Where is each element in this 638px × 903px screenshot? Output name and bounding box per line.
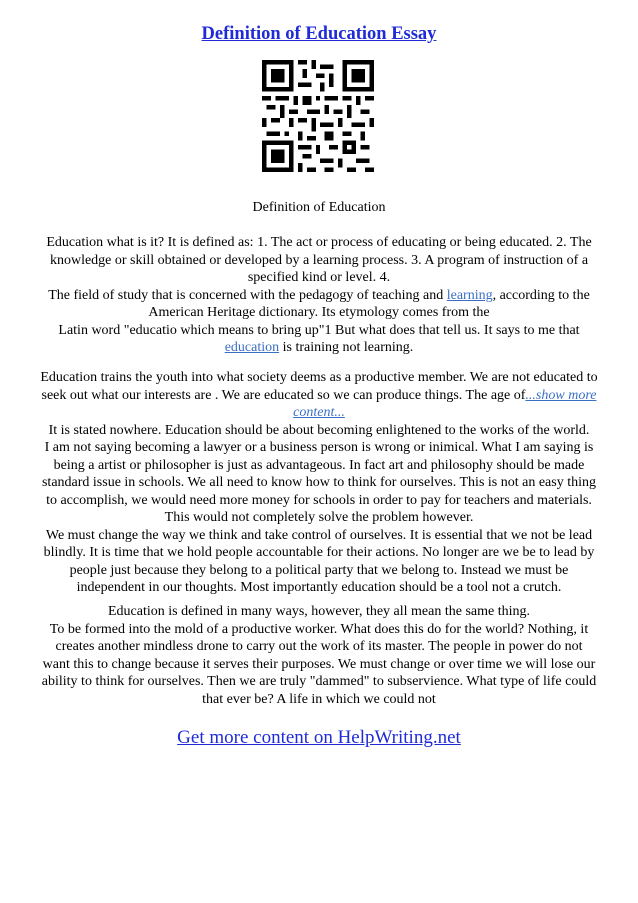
text-line: knowledge or skill obtained or developed by a learning process. 3. A program of instruction of a [49,252,589,268]
text-line: specified kind or level. 4. [247,270,391,285]
text-line: ability to think for ourselves. Then we are truly "dammed" to subservience. What type of life could [41,674,597,689]
text-line: standard issue in schools. We all need to know how to think for ourselves. This is not an easy thing [41,475,596,490]
text-line: American Heritage dictionary. Its etymology comes from the [148,305,490,320]
text-line: Education what is it? It is defined as: 1. The act or process of educating or being educated. 2. The [46,235,592,250]
text-line: want this to change because it serves their purposes. We must change or over time we will lose our [42,656,596,672]
paragraph-2 [0,369,638,597]
text-line: creates another mindless drone to carry out the work of its master. The people in power do not [55,639,583,654]
essay-title[interactable]: Definition of Education Essay [201,24,437,44]
get-more-content-link[interactable]: Get more content on HelpWriting.net [177,727,461,748]
paragraph-3 [0,603,638,708]
text-line: Education trains the youth into what society deems as a productive member. We are not educated to [40,370,598,385]
text-line: people just because they belong to a political party that we belong to. Instead we must be [69,562,569,578]
learning-link[interactable]: learning [446,287,493,303]
text-segment: , according to the [492,287,590,303]
show-more-link-continued[interactable]: content... [293,405,345,420]
text-line: independent in our thoughts. Most importantly education should be a tool not a crutch. [76,580,562,595]
text-line: to accomplish, we would need more money for schools in order to pay for teachers and materials. [46,492,592,508]
text-line: Education is defined in many ways, however, they all mean the same thing. [107,604,531,619]
text-segment: The field of study that is concerned with the pedagogy of teaching and [48,287,447,303]
text-line: I am not saying becoming a lawyer or a business person is wrong or inimical. What I am saying is [44,440,594,455]
text-line: This would not completely solve the problem however. [164,510,474,525]
text-line: We must change the way we think and take control of ourselves. It is essential that we not be lead [45,527,593,543]
text-segment: seek out what our interests are . We are educated so we can produce things. The age of [41,387,526,403]
section-heading: Definition of Education [252,200,386,215]
text-line [0,339,638,357]
text-segment: is training not learning. [279,340,414,355]
text-line [0,287,638,305]
text-line: blindly. It is time that we hold people accountable for their actions. No longer are we be to lead by [43,545,595,560]
text-line [0,387,638,405]
text-line: Latin word "educatio which means to bring up"1 But what does that tell us. It says to me that [58,322,580,338]
qr-code-icon [262,60,374,172]
show-more-link[interactable]: ...show more [525,387,597,403]
text-line: being a artist or philosopher is just as advantageous. In fact art and philosophy should be made [53,457,585,473]
education-link[interactable]: education [224,340,280,355]
text-line: It is stated nowhere. Education should be about becoming enlightened to the works of the world. [48,422,590,438]
text-line: To be formed into the mold of a productive worker. What does this do for the world? Nothing, it [49,621,589,637]
text-line: that ever be? A life in which we could not [202,691,436,707]
paragraph-1 [0,234,638,357]
